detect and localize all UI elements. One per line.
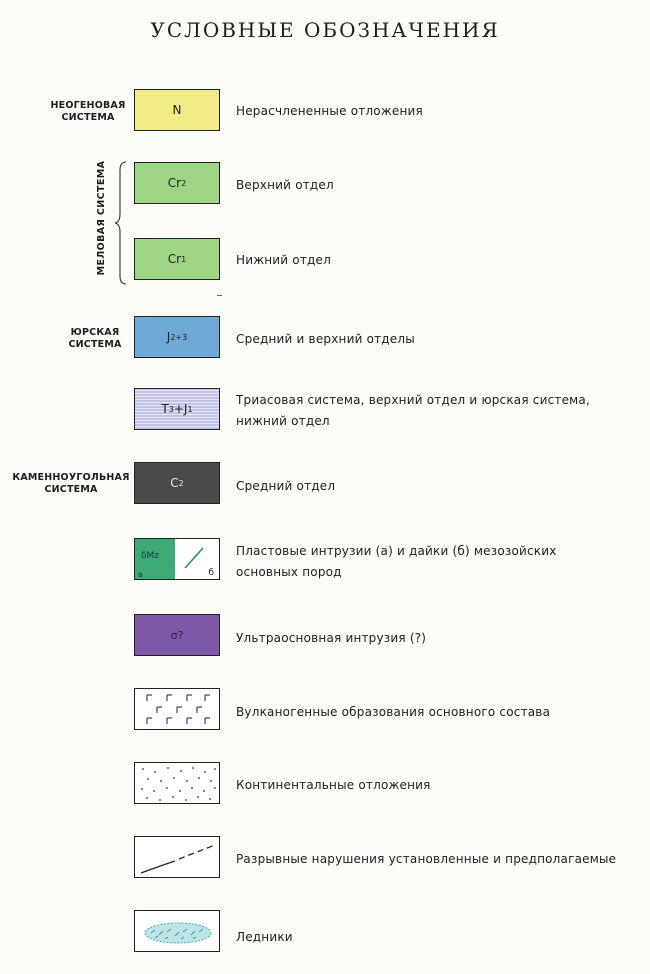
- cretaceous-lower-code-sub: 1: [181, 254, 187, 264]
- cretaceous-system-label: МЕЛОВАЯ СИСТЕМА: [96, 160, 107, 276]
- neogene-swatch: [134, 89, 220, 131]
- glaciers-label: Ледники: [236, 930, 293, 944]
- jurassic-label: Средний и верхний отделы: [236, 332, 415, 346]
- carboniferous-system-line2: СИСТЕМА: [44, 484, 98, 495]
- triassic-code-base: T: [161, 402, 169, 416]
- intrusions-swatch: [134, 538, 220, 580]
- jurassic-swatch: [134, 316, 220, 358]
- jurassic-code: [135, 317, 219, 357]
- cretaceous-lower-code-base: Cr: [167, 252, 182, 266]
- carboniferous-label: Средний отдел: [236, 479, 336, 493]
- triassic-jurassic-label-line1: Триасовая система, верхний отдел и юрская система,: [236, 393, 590, 407]
- intrusions-label-line1: Пластовые интрузии (а) и дайки (б) мезозойских: [236, 544, 557, 558]
- continental-swatch: [134, 762, 220, 804]
- continental-dots-pattern: [135, 763, 220, 804]
- carboniferous-code-base: C: [170, 476, 179, 490]
- carboniferous-system-label: [12, 472, 130, 496]
- triassic-jurassic-label-line2: нижний отдел: [236, 414, 330, 428]
- jurassic-lower-code-sub: 1: [187, 404, 193, 414]
- volcanogenic-label: Вулканогенные образования основного состава: [236, 705, 551, 719]
- neogene-system-line2: СИСТЕМА: [61, 112, 115, 123]
- fault-line-icon: [135, 837, 220, 878]
- carboniferous-swatch: [134, 462, 220, 504]
- carboniferous-code-sub: 2: [178, 478, 184, 488]
- neogene-system-label: [48, 100, 128, 124]
- triassic-jurassic-plus: +: [173, 402, 184, 416]
- ultrabasic-label: Ультраосновная интрузия (?): [236, 631, 427, 645]
- intrusions-code: δMz: [141, 551, 159, 561]
- cretaceous-lower-label: Нижний отдел: [236, 253, 331, 267]
- cretaceous-brace: [114, 160, 130, 286]
- carboniferous-system-line1: КАМЕННОУГОЛЬНАЯ: [12, 472, 130, 483]
- triassic-jurassic-swatch: [134, 388, 220, 430]
- divider-mark: [217, 295, 222, 296]
- volcanogenic-pattern: [135, 689, 220, 730]
- faults-label: Разрывные нарушения установленные и предполагаемые: [236, 852, 617, 866]
- glaciers-swatch: [134, 910, 220, 952]
- intrusions-label-line2: основных пород: [236, 565, 342, 579]
- jurassic-lower-code-base: J: [183, 402, 188, 416]
- intrusions-mark-a: а: [138, 570, 143, 579]
- intrusions-label: [236, 541, 636, 583]
- cretaceous-upper-code: [135, 163, 219, 203]
- jurassic-system-line1: ЮРСКАЯ: [70, 327, 120, 338]
- cretaceous-upper-code-base: Cr: [167, 176, 182, 190]
- ultrabasic-swatch: [134, 614, 220, 656]
- glacier-pattern: [135, 911, 220, 952]
- volcanogenic-swatch: [134, 688, 220, 730]
- faults-swatch: [134, 836, 220, 878]
- neogene-code: N: [172, 103, 182, 117]
- neogene-label: Нерасчлененные отложения: [236, 104, 423, 118]
- neogene-system-line1: НЕОГЕНОВАЯ: [50, 100, 126, 111]
- continental-label: Континентальные отложения: [236, 778, 431, 792]
- triassic-jurassic-code: [135, 389, 219, 429]
- jurassic-code-base: J: [166, 330, 171, 344]
- cretaceous-lower-swatch: [134, 238, 220, 280]
- cretaceous-lower-code: [135, 239, 219, 279]
- cretaceous-upper-code-sub: 2: [181, 178, 187, 188]
- dike-line-icon: [183, 545, 205, 571]
- carboniferous-code: [135, 463, 219, 503]
- triassic-code-sub: 3: [168, 404, 174, 414]
- jurassic-system-line2: СИСТЕМА: [68, 339, 122, 350]
- ultrabasic-code: σ?: [170, 628, 184, 642]
- cretaceous-upper-swatch: [134, 162, 220, 204]
- jurassic-code-sub: 2+3: [170, 332, 188, 342]
- cretaceous-upper-label: Верхний отдел: [236, 178, 334, 192]
- jurassic-system-label: [60, 327, 130, 351]
- legend-title: УСЛОВНЫЕ ОБОЗНАЧЕНИЯ: [150, 18, 500, 42]
- intrusions-mark-b: б: [208, 568, 214, 578]
- triassic-jurassic-label: [236, 390, 636, 432]
